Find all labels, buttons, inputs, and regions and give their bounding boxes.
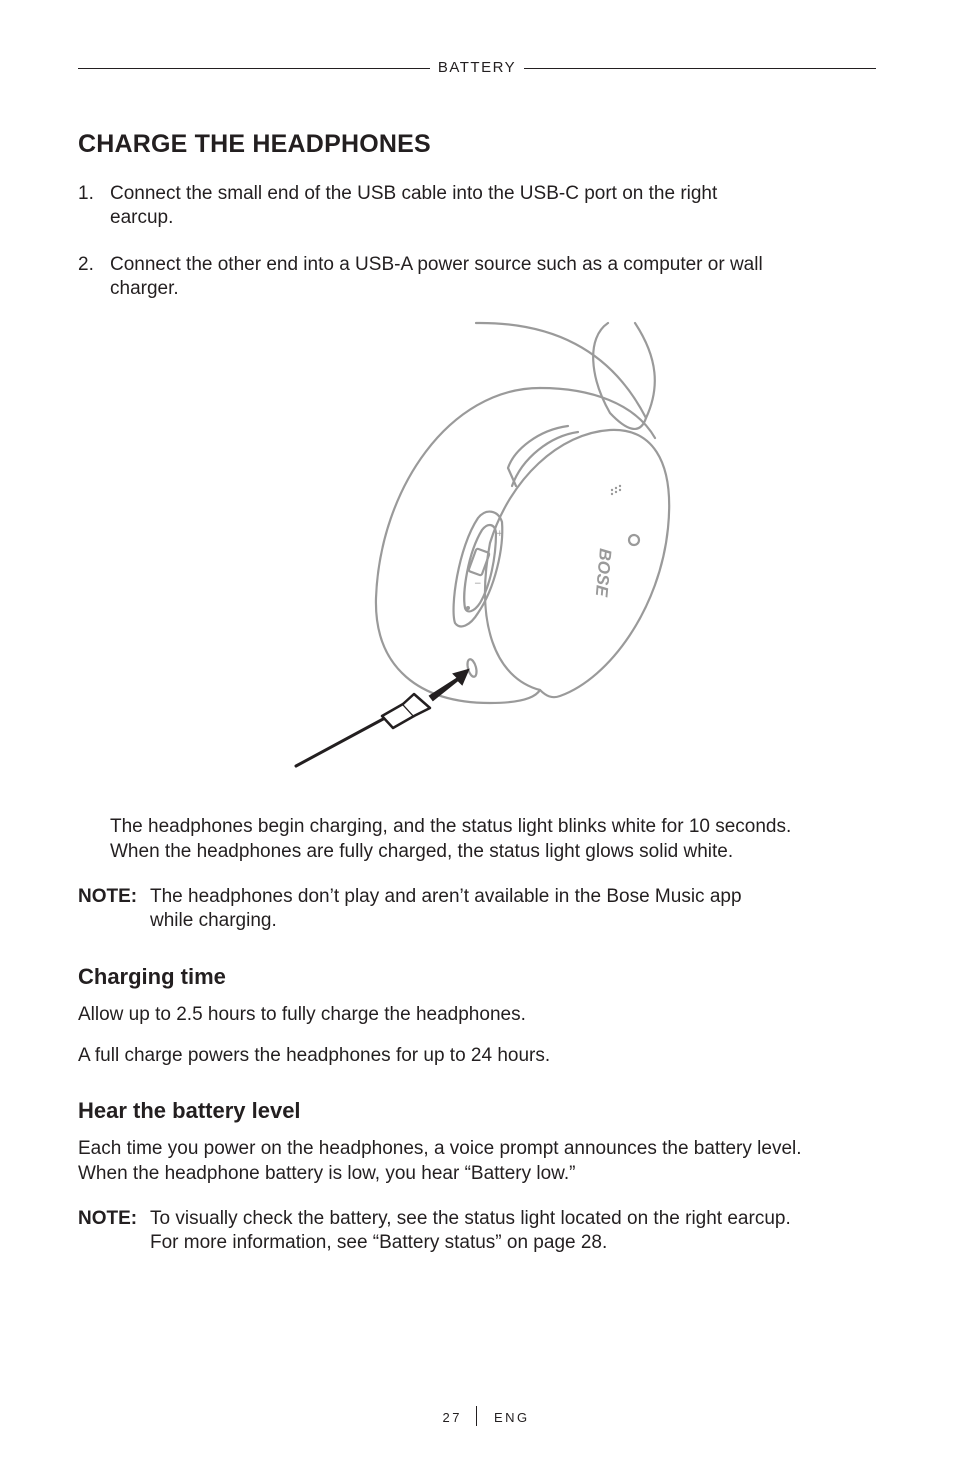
note-text-line: For more information, see “Battery status” on page 28. [150,1232,608,1253]
note-text-line: while charging. [150,910,277,931]
charging-description-line: The headphones begin charging, and the status light blinks white for 10 seconds. [110,816,792,837]
arrow-icon [430,670,468,700]
page-footer [0,1406,954,1430]
headphone-earcup-icon [376,388,540,703]
charging-time-p2: A full charge powers the headphones for up to 24 hours. [78,1045,551,1066]
usb-c-cable-icon [296,694,430,766]
section-header [78,58,876,78]
step-2 [78,253,838,301]
note-text-line: To visually check the battery, see the status light located on the right earcup. [150,1208,791,1229]
section-title: BATTERY [437,59,517,76]
svg-text:+: + [496,529,504,539]
step-text: Connect the other end into a USB-A power source such as a computer or wall charger. [110,254,763,299]
headband-icon [476,323,655,418]
step-1 [78,182,838,230]
battery-level-line: When the headphone battery is low, you hear “Battery low.” [78,1162,576,1184]
battery-level-line: Each time you power on the headphones, a voice prompt announces the battery level. [78,1138,802,1159]
step-number: 2. [78,254,94,275]
header-rule-right [524,68,876,69]
charging-description [110,815,791,864]
footer-divider [476,1406,477,1426]
battery-level-heading: Hear the battery level [78,1098,301,1123]
page-title: CHARGE THE HEADPHONES [78,130,431,158]
charging-time-heading: Charging time [78,964,226,989]
charging-time-p1: Allow up to 2.5 hours to fully charge the headphones. [78,1004,526,1025]
note-text-line: The headphones don’t play and aren’t available in the Bose Music app [150,886,742,907]
note-label: NOTE: [78,1208,138,1229]
bose-logo: BOSE [591,547,615,598]
note-label: NOTE: [78,886,138,907]
step-text: Connect the small end of the USB cable into the USB-C port on the right earcup. [110,183,718,228]
language-code: ENG [494,1410,530,1425]
battery-level-text [78,1137,802,1186]
note-battery [78,1207,878,1255]
headphone-charging-illustration [290,318,680,773]
svg-text:−: − [474,579,482,589]
note-charging [78,885,878,933]
header-rule-left [78,68,430,69]
page-number: 27 [442,1410,462,1425]
step-number: 1. [78,183,94,204]
charging-description-line: When the headphones are fully charged, the status light glows solid white. [110,840,734,862]
